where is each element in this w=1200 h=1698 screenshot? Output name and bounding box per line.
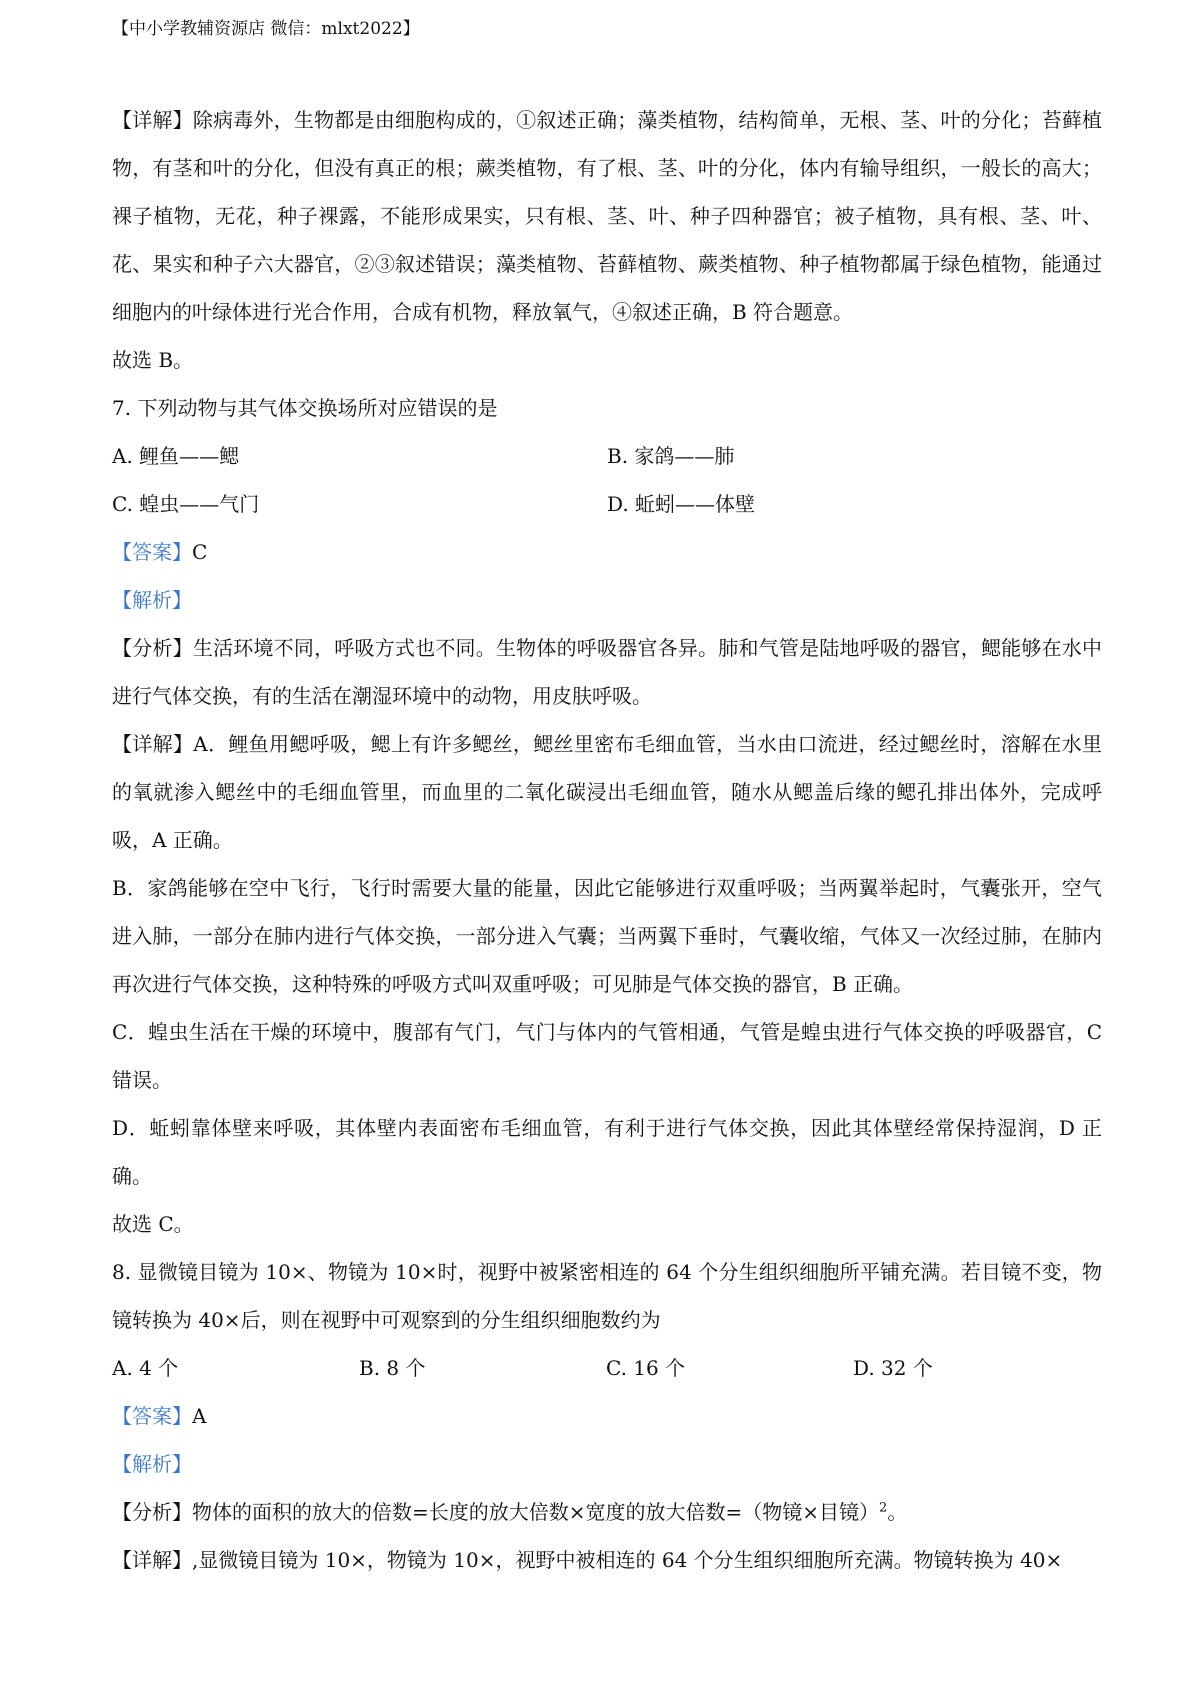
- q7-option-d: D. 蚯蚓——体壁: [607, 492, 756, 516]
- q6-detail: 【详解】除病毒外，生物都是由细胞构成的，①叙述正确；藻类植物，结构简单，无根、茎、叶的分化；苔藓植物，有茎和叶的分化，但没有真正的根；蕨类植物，有了根、茎、叶的分化，体内有输导组织，一般长的高大；裸子植物，无花，种子裸露，不能形成果实，只有根、茎、叶、种子四种器官；被子植物，具有根、茎、叶、花、果实和种子六大器官，②③叙述错误；藻类植物、苔藓植物、蕨类植物、种子植物都属于绿色植物，能通过细胞内的叶绿体进行光合作用，合成有机物，释放氧气，④叙述正确，B 符合题意。: [112, 108, 1102, 324]
- q8-analysis-end: 。: [887, 1500, 908, 1524]
- q7-analysis: 【分析】生活环境不同，呼吸方式也不同。生物体的呼吸器官各异。肺和气管是陆地呼吸的器官，鳃能够在水中进行气体交换，有的生活在潮湿环境中的动物，用皮肤呼吸。: [112, 636, 1102, 708]
- q8-options-row: [112, 1344, 1102, 1392]
- q8-answer-label: 【答案】: [112, 1404, 192, 1428]
- q7-option-b: B. 家鸽——肺: [607, 444, 735, 468]
- q6-conclusion: 故选 B。: [112, 348, 194, 372]
- q7-analysis-label: 【解析】: [112, 588, 192, 612]
- page-header: 【中小学教辅资源店 微信：mlxt2022】: [112, 19, 420, 39]
- q7-answer-value: C: [192, 540, 208, 564]
- q8-option-b: B. 8 个: [359, 1356, 426, 1380]
- q8-answer: [112, 1392, 1102, 1440]
- q7-detail-b: B．家鸽能够在空中飞行，飞行时需要大量的能量，因此它能够进行双重呼吸；当两翼举起时，气囊张开，空气进入肺，一部分在肺内进行气体交换，一部分进入气囊；当两翼下垂时，气囊收缩，气体又一次经过肺，在肺内再次进行气体交换，这种特殊的呼吸方式叫双重呼吸；可见肺是气体交换的器官，B 正确。: [112, 876, 1102, 996]
- q8-answer-value: A: [192, 1404, 207, 1428]
- page-content: [112, 96, 1102, 1584]
- q8-analysis-exponent: 2: [879, 1500, 888, 1516]
- q7-detail-a: 【详解】A．鲤鱼用鳃呼吸，鳃上有许多鳃丝，鳃丝里密布毛细血管，当水由口流进，经过鳃丝时，溶解在水里的氧就渗入鳃丝中的毛细血管里，而血里的二氧化碳浸出毛细血管，随水从鳃盖后缘的鳃孔排出体外，完成呼吸，A 正确。: [112, 732, 1102, 852]
- q7-option-c: C. 蝗虫——气门: [112, 492, 260, 516]
- q7-detail-c: C．蝗虫生活在干燥的环境中，腹部有气门，气门与体内的气管相通，气管是蝗虫进行气体交换的呼吸器官，C 错误。: [112, 1020, 1102, 1092]
- q7-options-row-2: [112, 480, 1102, 528]
- q7-conclusion: 故选 C。: [112, 1212, 194, 1236]
- q7-detail-d: D．蚯蚓靠体壁来呼吸，其体壁内表面密布毛细血管，有利于进行气体交换，因此其体壁经常保持湿润，D 正确。: [112, 1116, 1102, 1188]
- q7-option-a: A. 鲤鱼——鳃: [112, 444, 240, 468]
- q8-detail: 【详解】,显微镜目镜为 10×，物镜为 10×，视野中被相连的 64 个分生组织细胞所充满。物镜转换为 40×: [112, 1548, 1063, 1572]
- q8-analysis: [112, 1488, 1102, 1536]
- q8-analysis-text: 【分析】物体的面积的放大的倍数=长度的放大倍数×宽度的放大倍数=（物镜×目镜）: [112, 1500, 880, 1524]
- q7-options-row-1: [112, 432, 1102, 480]
- q7-answer: [112, 528, 1102, 576]
- q8-option-d: D. 32 个: [853, 1356, 933, 1380]
- q8-option-c: C. 16 个: [606, 1356, 686, 1380]
- q7-answer-label: 【答案】: [112, 540, 192, 564]
- q8-option-a: A. 4 个: [112, 1356, 179, 1380]
- q8-analysis-label: 【解析】: [112, 1452, 192, 1476]
- q7-stem: 7. 下列动物与其气体交换场所对应错误的是: [112, 396, 498, 420]
- q8-stem: 8. 显微镜目镜为 10×、物镜为 10×时，视野中被紧密相连的 64 个分生组织细胞所平铺充满。若目镜不变，物镜转换为 40×后，则在视野中可观察到的分生组织细胞数约为: [112, 1260, 1102, 1332]
